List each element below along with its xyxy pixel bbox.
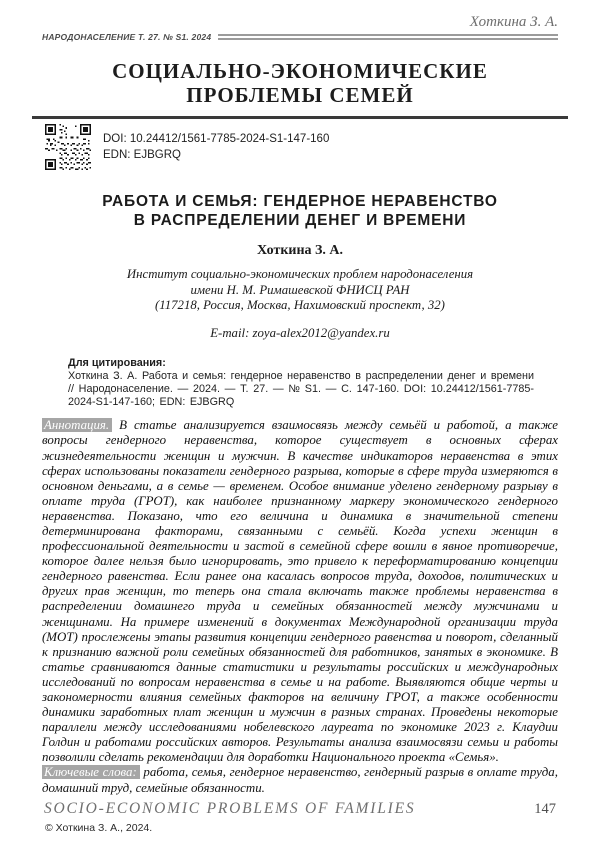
journal-header-row bbox=[42, 32, 558, 42]
section-title-line1: СОЦИАЛЬНО-ЭКОНОМИЧЕСКИЕ bbox=[112, 59, 488, 83]
edn-line: EDN: EJBGRQ bbox=[103, 149, 181, 161]
affiliation-line1: Институт социально-экономических проблем народонаселения bbox=[126, 267, 474, 281]
section-title bbox=[42, 59, 558, 107]
author-name: Хоткина З. А. bbox=[256, 243, 344, 258]
citation-text: Хоткина З. А. Работа и семья: гендерное неравенство в распределении денег и времени // Народонаселение. — 2024. — Т. 27. — № S1. — С. 147-160. DOI: 10.24412/1561-7785-2024-S1-147-160; EDN: EJBGRQ bbox=[68, 369, 534, 409]
keywords-text: работа, семья, гендерное неравенство, гендерный разрыв в оплате труда, домашний труд, семейные обязанности. bbox=[42, 765, 558, 795]
abstract-text: В статье анализируется взаимосвязь между семьёй и работой, а также вопросы гендерного неравенства, которое существует в основных сферах жизнедеятельности женщин и мужчин. В качестве индикаторов неравенства в этих сферах использованы показатели гендерного разрыва, которые в сфере труда измеряются в основном деньгами, а в семье — временем. Особое внимание уделено гендерному разрыву в оплате труда (ГРОТ), как наиболее признанному маркеру экономического гендерного неравенства. Показано, что его величина и динамика в значительной степени детерминирована факторами, связанными с семьёй. Когда успехи женщин в профессиональной деятельности и застой в семейной сфере вошли в явное противоречие, которое далее нельзя было игнорировать, это привело к переформатированию концепции гендерного равенства. Если ранее она касалась вопросов труда, доходов, политических и других прав женщин, то теперь она стала включать также проблемы неравенства в распределении домашнего труда и семейных обязанностей между мужчинами и женщинами. На примере изменений в документах Международной организации труда (МОТ) прослежены этапы развития концепции гендерного равенства и поворот, сделанный к признанию важной роли семейных обязанностей для работников, занятых в экономике. В статье сравниваются данные статистики и результаты российских и международных исследований по вопросам неравенства в семье и на работе. Выявляются общие черты и закономерности влияния семейных факторов на величину ГРОТ, а также особенности динамики заработных плат женщин и мужчин в разных странах. Проведены некоторые параллели между исследованиями нобелевского лауреата по экономике 2023 г. Клаудии Голдин и работами российских авторов. Результаты анализа взаимосвязи семьи и работы позволили сделать рекомендации для доработки Национального проекта «Семья». bbox=[42, 418, 558, 765]
section-title-line2: ПРОБЛЕМЫ СЕМЕЙ bbox=[186, 83, 414, 107]
article-title-line2: В РАСПРЕДЕЛЕНИИ ДЕНЕГ И ВРЕМЕНИ bbox=[133, 211, 467, 229]
abstract-paragraph bbox=[42, 418, 558, 765]
doi-block bbox=[32, 124, 568, 170]
abstract-label: Аннотация. bbox=[42, 418, 112, 432]
affiliation-line3: (117218, Россия, Москва, Нахимовский проспект, 32) bbox=[155, 298, 445, 312]
keywords-label: Ключевые слова: bbox=[42, 765, 140, 779]
journal-issue-label: НАРОДОНАСЕЛЕНИЕ Т. 27. № S1. 2024 bbox=[42, 32, 212, 42]
page-number: 147 bbox=[534, 801, 556, 817]
article-title bbox=[42, 193, 558, 230]
doi-line: DOI: 10.24412/1561-7785-2024-S1-147-160 bbox=[103, 133, 330, 145]
citation-block bbox=[68, 357, 534, 410]
abstract-block bbox=[32, 418, 568, 795]
keywords-paragraph bbox=[42, 765, 558, 795]
citation-label: Для цитирования: bbox=[68, 356, 166, 369]
copyright-line: © Хоткина З. А., 2024. bbox=[45, 821, 153, 834]
article-title-line1: РАБОТА И СЕМЬЯ: ГЕНДЕРНОЕ НЕРАВЕНСТВО bbox=[102, 193, 498, 210]
page-header bbox=[32, 14, 568, 42]
qr-code-icon bbox=[45, 124, 91, 170]
section-rule bbox=[32, 116, 568, 119]
page-footer bbox=[32, 800, 568, 818]
running-head-author: Хоткина З. А. bbox=[469, 14, 558, 30]
author-affiliation bbox=[42, 267, 558, 314]
author-email: E-mail: zoya-alex2012@yandex.ru bbox=[210, 325, 390, 340]
footer-journal-title: SOCIO-ECONOMIC PROBLEMS OF FAMILIES bbox=[44, 800, 416, 817]
doi-edn-text bbox=[103, 131, 329, 163]
affiliation-line2: имени Н. М. Римашевской ФНИСЦ РАН bbox=[190, 282, 410, 297]
header-double-rule bbox=[218, 34, 558, 40]
